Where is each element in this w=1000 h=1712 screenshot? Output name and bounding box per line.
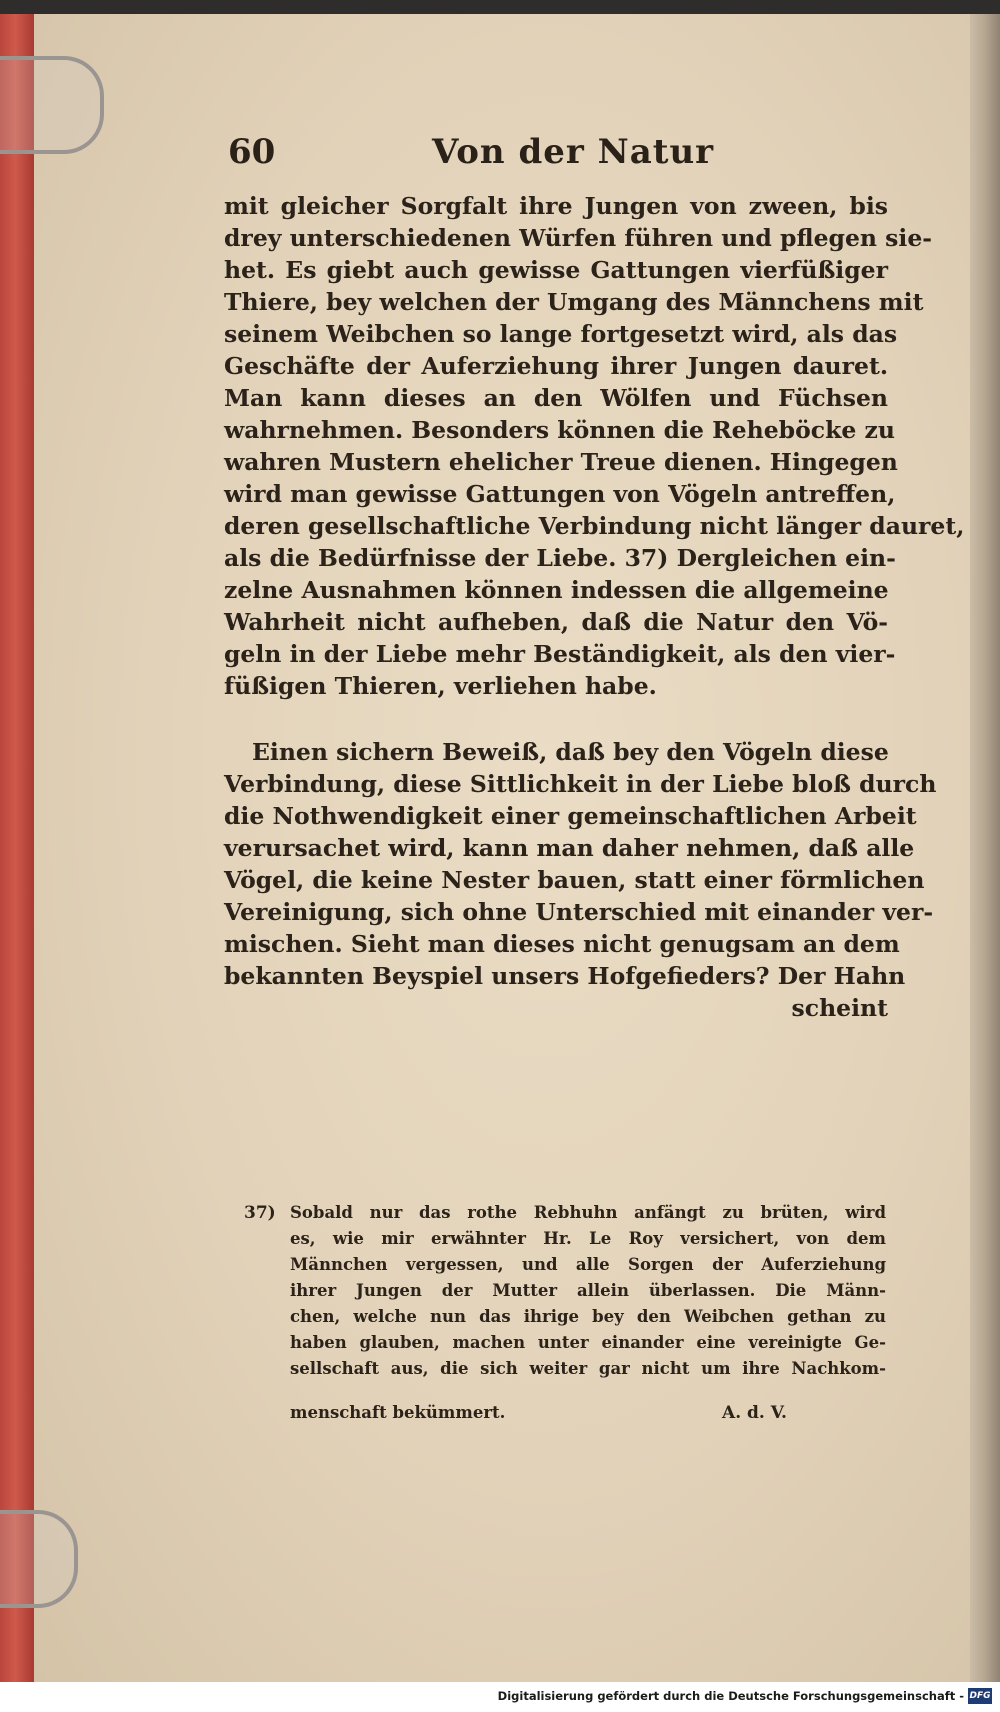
footnote-line: chen, welche nun das ihrige bey den Weibchen gethan zu — [290, 1307, 886, 1326]
page-fore-edge — [968, 14, 1000, 1682]
footnote-line: haben glauben, machen unter einander eine vereinigte Ge- — [290, 1333, 886, 1352]
footnote-line: Sobald nur das rothe Rebhuhn anfängt zu brüten, wird — [290, 1203, 886, 1222]
body-line: Wahrheit nicht aufheben, daß die Natur den Vö- — [224, 608, 888, 636]
body-line: Thiere, bey welchen der Umgang des Männchens mit — [224, 288, 924, 316]
footnote-line: es, wie mir erwähnter Hr. Le Roy versichert, von dem — [290, 1229, 886, 1248]
body-line: drey unterschiedenen Würfen führen und pflegen sie- — [224, 224, 933, 252]
body-line: mischen. Sieht man dieses nicht genugsam an dem — [224, 930, 900, 958]
catchword: scheint — [791, 994, 888, 1022]
body-line: seinem Weibchen so lange fortgesetzt wird, als das — [224, 320, 898, 348]
footnote-signature: A. d. V. — [722, 1403, 787, 1423]
body-line: bekannten Beyspiel unsers Hofgefieders? Der Hahn — [224, 962, 906, 990]
footnote-line: ihrer Jungen der Mutter allein überlassen. Die Männ- — [290, 1281, 886, 1300]
page-number: 60 — [228, 132, 276, 172]
body-line: Vereinigung, sich ohne Unterschied mit einander ver- — [224, 898, 934, 926]
dfg-logo: DFG — [968, 1688, 992, 1704]
body-line: wahrnehmen. Besonders können die Reheböcke zu — [224, 416, 895, 444]
body-line: Man kann dieses an den Wölfen und Füchsen — [224, 384, 888, 412]
body-line: geln in der Liebe mehr Beständigkeit, als den vier- — [224, 640, 896, 668]
body-line: Einen sichern Beweiß, daß bey den Vögeln diese — [252, 738, 889, 766]
body-line: füßigen Thieren, verliehen habe. — [224, 672, 657, 700]
body-line: als die Bedürfnisse der Liebe. 37) Dergleichen ein- — [224, 544, 896, 572]
body-line: die Nothwendigkeit einer gemeinschaftlichen Arbeit — [224, 802, 917, 830]
body-line: het. Es giebt auch gewisse Gattungen vierfüßiger — [224, 256, 888, 284]
running-head: Von der Natur — [432, 132, 715, 172]
footnote-line: Männchen vergessen, und alle Sorgen der Auferziehung — [290, 1255, 886, 1274]
body-line: verursachet wird, kann man daher nehmen, daß alle — [224, 834, 915, 862]
digitization-footer — [0, 1682, 1000, 1712]
binding-clip-bottom — [0, 1510, 78, 1608]
body-line: zelne Ausnahmen können indessen die allgemeine — [224, 576, 889, 604]
body-line: Geschäfte der Auferziehung ihrer Jungen dauret. — [224, 352, 888, 380]
footnote-line: menschaft bekümmert. — [290, 1403, 506, 1422]
body-line: wird man gewisse Gattungen von Vögeln antreffen, — [224, 480, 896, 508]
footnote-marker: 37) — [244, 1203, 276, 1223]
red-book-edge — [0, 14, 34, 1682]
binding-clip-top — [0, 56, 104, 154]
body-line: Verbindung, diese Sittlichkeit in der Liebe bloß durch — [224, 770, 937, 798]
footnote-line: sellschaft aus, die sich weiter gar nicht um ihre Nachkom- — [290, 1359, 886, 1378]
body-line: deren gesellschaftliche Verbindung nicht länger dauret, — [224, 512, 965, 540]
scan-top-strip — [0, 0, 1000, 14]
body-line: wahren Mustern ehelicher Treue dienen. Hingegen — [224, 448, 898, 476]
body-line: Vögel, die keine Nester bauen, statt einer förmlichen — [224, 866, 925, 894]
body-line: mit gleicher Sorgfalt ihre Jungen von zween, bis — [224, 192, 888, 220]
footer-credit: Digitalisierung gefördert durch die Deutsche Forschungsgemeinschaft - — [497, 1689, 964, 1703]
